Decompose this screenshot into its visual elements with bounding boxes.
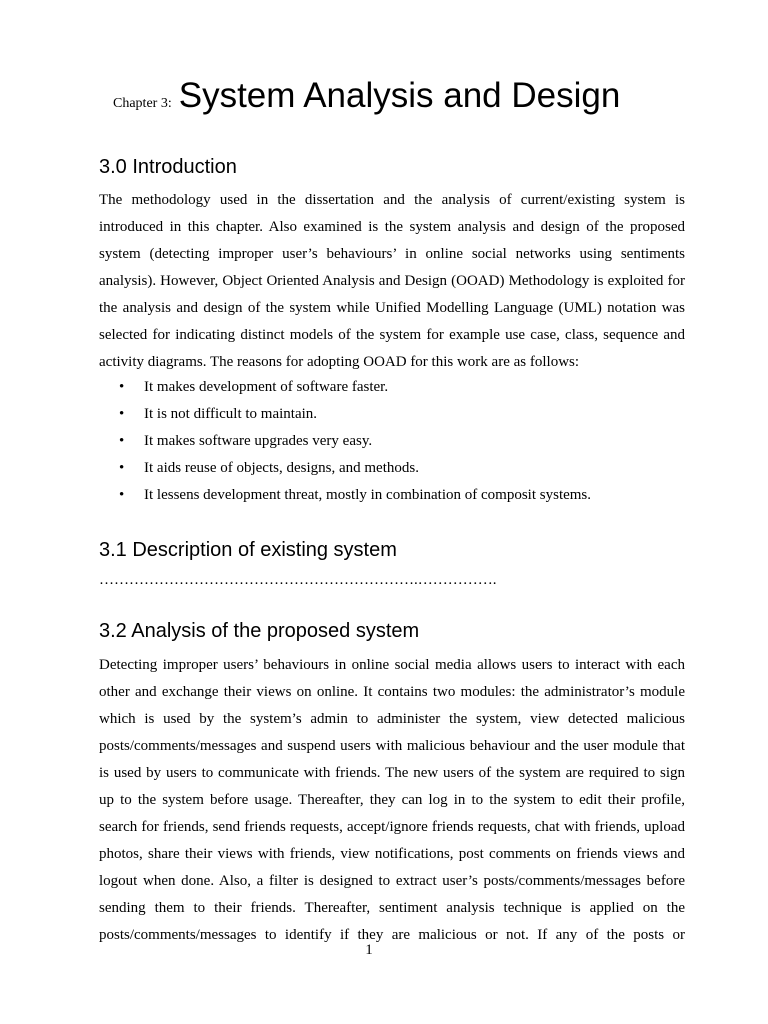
list-item <box>99 455 591 482</box>
list-item-text: It makes software upgrades very easy. <box>144 433 373 449</box>
list-item-text: It aids reuse of objects, designs, and methods. <box>144 460 419 476</box>
section-heading-existing-system: 3.1 Description of existing system <box>99 539 397 561</box>
section-heading-introduction: 3.0 Introduction <box>99 156 237 178</box>
paragraph-line: other and exchange their views on online. It contains two modules: the administrator’s module <box>99 684 685 700</box>
paragraph-line: system (detecting improper user’s behaviours’ in online social networks using sentiments <box>99 246 685 262</box>
page-number: 1 <box>365 942 373 958</box>
paragraph-line: sending them to their friends. Thereafter, sentiment analysis technique is applied on the <box>99 900 685 916</box>
paragraph-line: selected for indicating distinct models of the system for example use case, class, sequence and <box>99 327 685 343</box>
paragraph-line: introduced in this chapter. Also examined is the system analysis and design of the proposed <box>99 219 685 235</box>
paragraph-line: search for friends, send friends requests, accept/ignore friends requests, chat with friends, upload <box>99 819 685 835</box>
paragraph-line: Detecting improper users’ behaviours in online social media allows users to interact with each <box>99 657 685 673</box>
bullet-icon: • <box>119 406 125 422</box>
introduction-paragraph <box>99 187 685 376</box>
list-item <box>99 374 591 401</box>
chapter-prefix: Chapter 3: <box>113 96 172 111</box>
paragraph-line: photos, share their views with friends, view notifications, post comments on friends views and <box>99 846 685 862</box>
paragraph-line: which is used by the system’s admin to administer the system, view detected malicious <box>99 711 685 727</box>
chapter-title <box>113 76 620 116</box>
proposed-system-paragraph <box>99 652 685 949</box>
paragraph-line: logout when done. Also, a filter is designed to extract user’s posts/comments/messages before <box>99 873 685 889</box>
list-item <box>99 482 591 509</box>
list-item-text: It lessens development threat, mostly in combination of composit systems. <box>144 487 592 503</box>
list-item-text: It is not difficult to maintain. <box>144 406 318 422</box>
list-item-text: It makes development of software faster. <box>144 379 389 395</box>
ooad-reasons-list <box>99 374 591 509</box>
paragraph-line: is used by users to communicate with friends. The new users of the system are required to sign <box>99 765 685 781</box>
bullet-icon: • <box>119 379 125 395</box>
paragraph-line: analysis). However, Object Oriented Analysis and Design (OOAD) Methodology is exploited for <box>99 273 685 289</box>
paragraph-line: the analysis and design of the system while Unified Modelling Language (UML) notation was <box>99 300 685 316</box>
bullet-icon: • <box>119 433 125 449</box>
bullet-icon: • <box>119 460 125 476</box>
paragraph-line: posts/comments/messages and suspend users with malicious behaviour and the user module that <box>99 738 685 754</box>
paragraph-line: The methodology used in the dissertation and the analysis of current/existing system is <box>99 192 685 208</box>
chapter-heading: System Analysis and Design <box>178 76 621 115</box>
paragraph-line: activity diagrams. The reasons for adopting OOAD for this work are as follows: <box>99 354 580 370</box>
paragraph-line: up to the system before usage. Thereafter, they can log in to the system to edit their profile, <box>99 792 685 808</box>
list-item <box>99 401 591 428</box>
list-item <box>99 428 591 455</box>
section-heading-proposed-system: 3.2 Analysis of the proposed system <box>99 620 420 642</box>
bullet-icon: • <box>119 487 125 503</box>
paragraph-line: posts/comments/messages to identify if they are malicious or not. If any of the posts or <box>99 927 685 943</box>
existing-system-placeholder: ……………………………………………………….……………. <box>99 572 497 588</box>
